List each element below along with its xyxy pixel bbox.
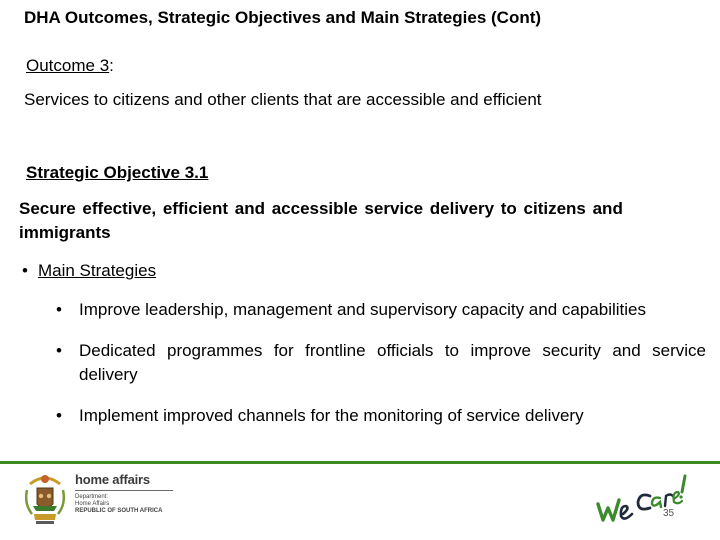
brand-name: home affairs xyxy=(75,472,150,487)
list-item-text: Dedicated programmes for frontline officials to improve security and service delivery xyxy=(79,341,706,384)
list-item xyxy=(56,404,706,428)
list-bullet: • xyxy=(56,341,62,360)
strategy-list xyxy=(56,298,706,445)
outcome-colon: : xyxy=(109,56,114,75)
brand-rule xyxy=(75,490,173,491)
main-strategies-label: Main Strategies xyxy=(37,261,157,280)
list-bullet: • xyxy=(56,300,62,319)
footer-divider xyxy=(0,461,720,464)
coat-of-arms-icon xyxy=(22,470,68,526)
department-label: Department: xyxy=(75,494,109,500)
list-item-text: Improve leadership, management and supervisory capacity and capabilities xyxy=(79,300,646,319)
main-strategies-heading xyxy=(22,261,156,281)
outcome-label: Outcome 3 xyxy=(26,56,110,75)
list-bullet: • xyxy=(56,406,62,425)
outcome-heading xyxy=(26,56,114,76)
main-strategies-bullet: • xyxy=(22,261,28,280)
outcome-text: Services to citizens and other clients that are accessible and efficient xyxy=(24,90,542,109)
list-item xyxy=(56,298,706,322)
department-name: Home Affairs xyxy=(75,501,110,507)
list-item-text: Implement improved channels for the monitoring of service delivery xyxy=(79,406,584,425)
dha-logo xyxy=(75,472,173,515)
country-name: REPUBLIC OF SOUTH AFRICA xyxy=(75,508,163,514)
page-number: 35 xyxy=(663,508,675,519)
strategic-objective-text: Secure effective, efficient and accessible service delivery to citizens and immigrants xyxy=(19,199,623,242)
slide-title: DHA Outcomes, Strategic Objectives and Main Strategies (Cont) xyxy=(24,8,542,27)
we-care-logo xyxy=(594,470,690,528)
strategic-objective-heading: Strategic Objective 3.1 xyxy=(26,163,209,182)
list-item xyxy=(56,339,706,387)
